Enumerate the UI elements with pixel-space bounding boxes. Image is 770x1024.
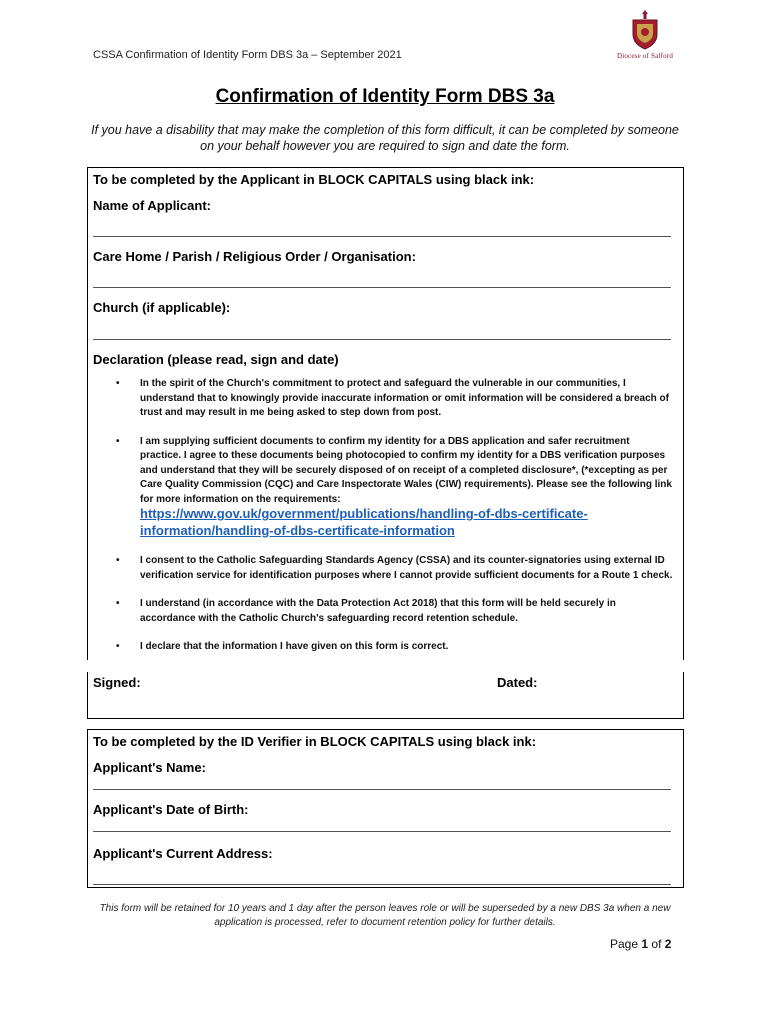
applicant-dob-field[interactable] <box>93 831 671 832</box>
page-total: 2 <box>664 937 672 951</box>
verifier-section-heading: To be completed by the ID Verifier in BLOCK CAPITALS using black ink: <box>93 734 537 749</box>
list-item <box>108 554 673 583</box>
signed-label: Signed: <box>93 675 141 690</box>
applicant-name-field[interactable] <box>93 789 671 790</box>
bullet-icon: • <box>116 641 120 652</box>
declaration-item-2: I am supplying sufficient documents to confirm my identity for a DBS application and safer recruitment practice. I agree to these documents being photocopied to confirm my identity for a DBS verification purposes and understand that they will be securely disposed of on receipt of a completed disclosure*, (*excepting as per Care Quality Commission (CQC) and Care Inspectorate Wales (CIW) requirements). Please see the following link for more information on the requirements: <box>140 435 672 505</box>
declaration-label: Declaration (please read, sign and date) <box>93 352 339 367</box>
retention-note: This form will be retained for 10 years and 1 day after the person leaves role or will be superseded by a new DBS 3a when a new application is processed, refer to document retention policy for further details. <box>99 903 671 928</box>
page-number <box>610 937 671 951</box>
list-item <box>108 377 673 421</box>
list-item <box>108 435 673 541</box>
signature-box <box>87 672 684 719</box>
applicant-dob-label: Applicant's Date of Birth: <box>93 802 249 817</box>
organisation-field[interactable] <box>93 287 671 288</box>
applicant-address-field[interactable] <box>93 884 671 885</box>
applicant-section-box <box>87 167 684 367</box>
church-label: Church (if applicable): <box>93 300 231 315</box>
applicant-address-label: Applicant's Current Address: <box>93 846 273 861</box>
applicant-name-label: Applicant's Name: <box>93 760 206 775</box>
diocese-logo <box>610 8 680 64</box>
bullet-icon: • <box>116 378 120 389</box>
bullet-icon: • <box>116 435 120 447</box>
page-word: Page <box>610 937 639 951</box>
declaration-item-3: I consent to the Catholic Safeguarding Standards Agency (CSSA) and its counter-signatories using external ID verification service for identification purposes where I cannot provide sufficient documents for a Route 1 check. <box>140 555 673 581</box>
bullet-icon: • <box>116 555 120 566</box>
name-of-applicant-label: Name of Applicant: <box>93 198 211 213</box>
coat-of-arms-icon <box>628 8 662 52</box>
organisation-label: Care Home / Parish / Religious Order / Organisation: <box>93 249 416 264</box>
declaration-item-1: In the spirit of the Church's commitment to protect and safeguard the vulnerable in our communities, I understand that to knowingly provide inaccurate information or omit information will be considered a breach of trust and may result in me being asked to step down from post. <box>140 378 669 418</box>
list-item <box>108 640 673 655</box>
list-item <box>108 597 673 626</box>
declaration-list <box>108 377 673 669</box>
logo-caption: Diocese of Salford <box>616 52 674 60</box>
applicant-section-heading: To be completed by the Applicant in BLOCK CAPITALS using black ink: <box>93 172 535 187</box>
page-title: Confirmation of Identity Form DBS 3a <box>215 86 555 107</box>
page-current: 1 <box>641 937 649 951</box>
document-reference: CSSA Confirmation of Identity Form DBS 3a – September 2021 <box>93 49 402 61</box>
declaration-item-5: I declare that the information I have given on this form is correct. <box>140 641 449 652</box>
declaration-item-4: I understand (in accordance with the Data Protection Act 2018) that this form will be held securely in accordance with the Catholic Church's safeguarding record retention schedule. <box>140 598 616 624</box>
church-field[interactable] <box>93 339 671 340</box>
dated-label: Dated: <box>497 675 538 690</box>
dbs-guidance-link[interactable]: https://www.gov.uk/government/publications/handling-of-dbs-certificate-information/handling-of-dbs-certificate-information <box>140 506 588 538</box>
intro-text: If you have a disability that may make the completion of this form difficult, it can be completed by someone on your behalf however you are required to sign and date the form. <box>91 123 679 153</box>
name-of-applicant-field[interactable] <box>93 236 671 237</box>
bullet-icon: • <box>116 598 120 609</box>
page-of: of <box>651 937 662 951</box>
